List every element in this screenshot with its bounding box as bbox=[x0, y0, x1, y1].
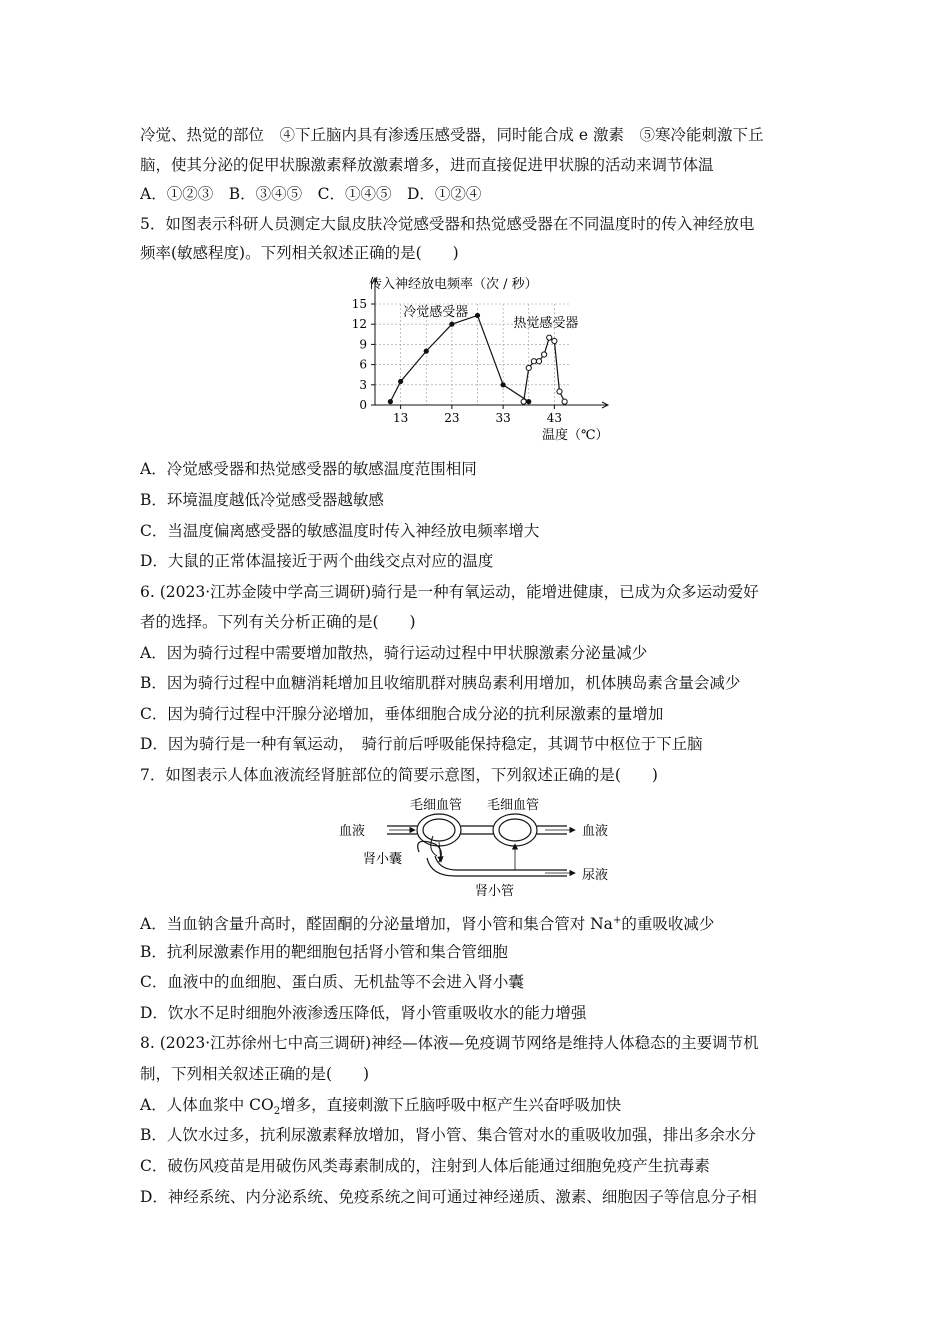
x-tick-label: 33 bbox=[495, 411, 511, 425]
q7-option-c: C．血液中的血细胞、蛋白质、无机盐等不会进入肾小囊 bbox=[140, 973, 524, 991]
label-blood-out: 血液 bbox=[582, 824, 609, 839]
cold-receptor-label: 冷觉感受器 bbox=[403, 305, 469, 321]
q4-text-line-2: 脑，使其分泌的促甲状腺激素释放激素增多，进而直接促进甲状腺的活动来调节体温 bbox=[140, 156, 714, 174]
q6-option-c: C．因为骑行过程中汗腺分泌增加，垂体细胞合成分泌的抗利尿激素的量增加 bbox=[140, 705, 664, 723]
warm-receptor-label: 热觉感受器 bbox=[513, 315, 579, 331]
cold-receptor-point bbox=[424, 349, 429, 354]
q8-option-d: D．神经系统、内分泌系统、免疫系统之间可通过神经递质、激素、细胞因子等信息分子相 bbox=[140, 1188, 757, 1206]
receptor-frequency-chart bbox=[330, 272, 620, 454]
q5-option-b: B．环境温度越低冷觉感受器越敏感 bbox=[140, 491, 384, 509]
warm-receptor-point bbox=[547, 335, 552, 340]
warm-receptor-point bbox=[531, 359, 536, 364]
x-tick-label: 43 bbox=[546, 411, 563, 425]
q8-option-b: B．人饮水过多，抗利尿激素释放增加，肾小管、集合管对水的重吸收加强，排出多余水分 bbox=[140, 1126, 756, 1144]
label-capillary-2: 毛细血管 bbox=[487, 798, 540, 813]
cold-receptor-point bbox=[449, 322, 454, 327]
q6-option-d: D．因为骑行是一种有氧运动， 骑行前后呼吸能保持稳定，其调节中枢位于下丘脑 bbox=[140, 735, 703, 753]
y-tick-label: 9 bbox=[359, 337, 367, 352]
cold-receptor-line bbox=[390, 315, 528, 401]
warm-receptor-point bbox=[562, 399, 567, 404]
kidney-diagram bbox=[335, 792, 625, 904]
y-tick-label: 15 bbox=[351, 297, 367, 311]
cold-receptor-point bbox=[398, 379, 403, 384]
y-tick-label: 12 bbox=[351, 317, 367, 332]
y-tick-label: 6 bbox=[359, 357, 367, 372]
warm-receptor-point bbox=[557, 389, 562, 394]
q7-option-b: B．抗利尿激素作用的靶细胞包括肾小管和集合管细胞 bbox=[140, 943, 508, 961]
q5-stem-line-2: 频率(敏感程度)。下列相关叙述正确的是( ) bbox=[140, 244, 459, 262]
cold-receptor-point bbox=[388, 399, 393, 404]
q4-text-line-1: 冷觉、热觉的部位 ④下丘脑内具有渗透压感受器，同时能合成 e 激素 ⑤寒冷能刺激下丘 bbox=[140, 126, 764, 144]
warm-receptor-point bbox=[542, 352, 547, 357]
warm-receptor-point bbox=[536, 359, 541, 364]
x-tick-label: 23 bbox=[444, 411, 460, 425]
label-urine: 尿液 bbox=[582, 868, 609, 883]
q6-stem-line-1: 6. (2023·江苏金陵中学高三调研)骑行是一种有氧运动，能增进健康，已成为众多运动爱好 bbox=[140, 583, 759, 601]
x-tick-label: 13 bbox=[392, 411, 409, 425]
q5-option-a: A．冷觉感受器和热觉感受器的敏感温度范围相同 bbox=[140, 460, 477, 478]
cold-receptor-point bbox=[501, 382, 506, 387]
q7-option-d: D．饮水不足时细胞外液渗透压降低，肾小管重吸收水的能力增强 bbox=[140, 1004, 587, 1022]
q8-option-c: C．破伤风疫苗是用破伤风类毒素制成的，注射到人体后能通过细胞免疫产生抗毒素 bbox=[140, 1157, 710, 1175]
y-tick-label: 0 bbox=[359, 398, 367, 412]
warm-receptor-point bbox=[552, 338, 557, 343]
chart-svg bbox=[330, 272, 620, 450]
q6-option-b: B．因为骑行过程中血糖消耗增加且收缩肌群对胰岛素利用增加，机体胰岛素含量会减少 bbox=[140, 674, 741, 692]
kidney-svg bbox=[335, 792, 625, 900]
label-blood-in: 血液 bbox=[339, 824, 366, 839]
y-tick-label: 3 bbox=[359, 377, 367, 392]
q8-stem-line-1: 8. (2023·江苏徐州七中高三调研)神经—体液—免疫调节网络是维持人体稳态的主要调节机 bbox=[140, 1034, 759, 1052]
q8-stem-line-2: 制，下列相关叙述正确的是( ) bbox=[140, 1065, 370, 1083]
cold-receptor-point bbox=[475, 313, 480, 318]
q6-option-a: A．因为骑行过程中需要增加散热，骑行运动过程中甲状腺激素分泌量减少 bbox=[140, 644, 648, 662]
q6-stem-line-2: 者的选择。下列有关分析正确的是( ) bbox=[140, 613, 416, 631]
q7-option-a: A．当血钠含量升高时，醛固酮的分泌量增加，肾小管和集合管对 Na+的重吸收减少 bbox=[140, 915, 715, 934]
label-capsule: 肾小囊 bbox=[363, 852, 403, 867]
q8-option-a: A．人体血浆中 $CO_2$增多，直接刺激下丘脑呼吸中枢产生兴奋呼吸加快 bbox=[140, 1096, 622, 1118]
label-tubule: 肾小管 bbox=[475, 884, 515, 899]
label-capillary-1: 毛细血管 bbox=[410, 798, 463, 813]
q4-options: A．①②③ B．③④⑤ C．①④⑤ D．①②④ bbox=[140, 185, 482, 203]
q5-option-d: D．大鼠的正常体温接近于两个曲线交点对应的温度 bbox=[140, 552, 494, 570]
chart-title: 传入神经放电频率（次 / 秒） bbox=[369, 277, 538, 292]
q5-option-c: C．当温度偏离感受器的敏感温度时传入神经放电频率增大 bbox=[140, 522, 540, 540]
q5-stem-line-1: 5．如图表示科研人员测定大鼠皮肤冷觉感受器和热觉感受器在不同温度时的传入神经放电 bbox=[140, 215, 755, 233]
warm-receptor-point bbox=[526, 365, 531, 370]
cold-receptor-point bbox=[526, 399, 531, 404]
q7-stem: 7．如图表示人体血液流经肾脏部位的简要示意图，下列叙述正确的是( ) bbox=[140, 766, 658, 784]
warm-receptor-point bbox=[521, 399, 526, 404]
x-axis-label: 温度（℃） bbox=[542, 428, 609, 443]
